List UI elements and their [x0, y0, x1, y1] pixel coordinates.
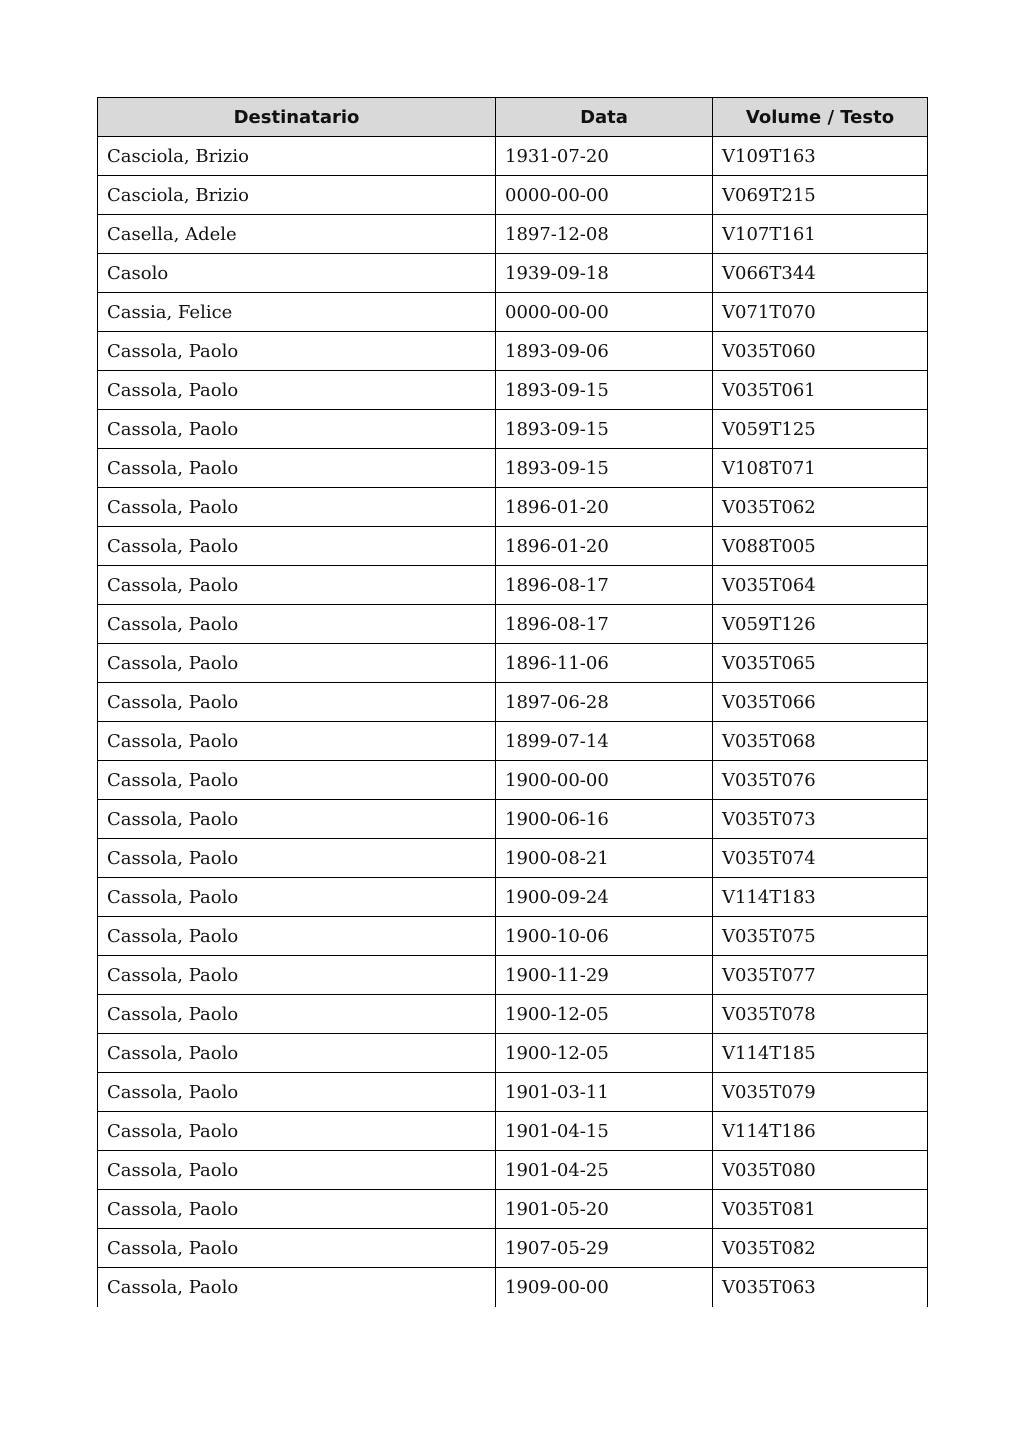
cell-destinatario: Cassola, Paolo: [98, 1112, 496, 1151]
cell-destinatario: Cassola, Paolo: [98, 722, 496, 761]
cell-destinatario: Cassola, Paolo: [98, 449, 496, 488]
header-destinatario: Destinatario: [98, 98, 496, 137]
document-page: [97, 97, 927, 1307]
table-row: [98, 527, 928, 566]
cell-data: 1900-12-05: [496, 1034, 713, 1073]
table-row: [98, 449, 928, 488]
cell-destinatario: Casciola, Brizio: [98, 176, 496, 215]
table-row: [98, 1151, 928, 1190]
table-row: [98, 1112, 928, 1151]
table-row: [98, 254, 928, 293]
table-row: [98, 956, 928, 995]
cell-destinatario: Cassola, Paolo: [98, 566, 496, 605]
cell-data: 1897-06-28: [496, 683, 713, 722]
cell-data: 1896-08-17: [496, 566, 713, 605]
cell-volume-testo: V088T005: [713, 527, 928, 566]
table-row: [98, 332, 928, 371]
cell-data: 1900-09-24: [496, 878, 713, 917]
cell-volume-testo: V035T068: [713, 722, 928, 761]
cell-volume-testo: V114T185: [713, 1034, 928, 1073]
cell-data: 1900-08-21: [496, 839, 713, 878]
cell-destinatario: Cassola, Paolo: [98, 371, 496, 410]
table-row: [98, 878, 928, 917]
cell-data: 1893-09-15: [496, 371, 713, 410]
cell-destinatario: Cassola, Paolo: [98, 644, 496, 683]
cell-volume-testo: V035T081: [713, 1190, 928, 1229]
cell-data: 1901-04-25: [496, 1151, 713, 1190]
cell-volume-testo: V035T079: [713, 1073, 928, 1112]
cell-destinatario: Cassola, Paolo: [98, 1034, 496, 1073]
cell-destinatario: Cassola, Paolo: [98, 878, 496, 917]
cell-data: 1909-00-00: [496, 1268, 713, 1307]
cell-destinatario: Cassola, Paolo: [98, 839, 496, 878]
cell-data: 1896-01-20: [496, 527, 713, 566]
table-row: [98, 137, 928, 176]
table-row: [98, 1034, 928, 1073]
cell-destinatario: Cassola, Paolo: [98, 1151, 496, 1190]
table-row: [98, 1229, 928, 1268]
cell-volume-testo: V109T163: [713, 137, 928, 176]
cell-data: 1901-05-20: [496, 1190, 713, 1229]
table-body: [98, 137, 928, 1307]
cell-volume-testo: V035T062: [713, 488, 928, 527]
cell-data: 1901-03-11: [496, 1073, 713, 1112]
table-row: [98, 683, 928, 722]
cell-volume-testo: V035T065: [713, 644, 928, 683]
cell-destinatario: Cassola, Paolo: [98, 683, 496, 722]
cell-data: 1900-06-16: [496, 800, 713, 839]
cell-volume-testo: V035T064: [713, 566, 928, 605]
cell-data: 1900-12-05: [496, 995, 713, 1034]
header-data: Data: [496, 98, 713, 137]
table-row: [98, 410, 928, 449]
cell-destinatario: Cassola, Paolo: [98, 995, 496, 1034]
letters-table: [97, 97, 928, 1307]
cell-volume-testo: V035T082: [713, 1229, 928, 1268]
cell-data: 1931-07-20: [496, 137, 713, 176]
cell-destinatario: Cassola, Paolo: [98, 1073, 496, 1112]
table-row: [98, 1268, 928, 1307]
cell-destinatario: Cassola, Paolo: [98, 1190, 496, 1229]
cell-data: 1896-08-17: [496, 605, 713, 644]
table-row: [98, 605, 928, 644]
cell-data: 1893-09-15: [496, 449, 713, 488]
cell-volume-testo: V035T075: [713, 917, 928, 956]
table-row: [98, 644, 928, 683]
cell-data: 1893-09-15: [496, 410, 713, 449]
cell-destinatario: Cassola, Paolo: [98, 761, 496, 800]
cell-volume-testo: V035T076: [713, 761, 928, 800]
cell-data: 1897-12-08: [496, 215, 713, 254]
table-row: [98, 1190, 928, 1229]
cell-volume-testo: V114T183: [713, 878, 928, 917]
cell-volume-testo: V035T060: [713, 332, 928, 371]
cell-volume-testo: V114T186: [713, 1112, 928, 1151]
table-row: [98, 371, 928, 410]
table-row: [98, 917, 928, 956]
cell-destinatario: Cassola, Paolo: [98, 410, 496, 449]
cell-data: 0000-00-00: [496, 176, 713, 215]
cell-volume-testo: V059T126: [713, 605, 928, 644]
cell-volume-testo: V107T161: [713, 215, 928, 254]
cell-volume-testo: V035T078: [713, 995, 928, 1034]
cell-destinatario: Cassola, Paolo: [98, 917, 496, 956]
table-row: [98, 488, 928, 527]
table-row: [98, 293, 928, 332]
cell-destinatario: Cassola, Paolo: [98, 1268, 496, 1307]
cell-destinatario: Cassola, Paolo: [98, 332, 496, 371]
cell-volume-testo: V069T215: [713, 176, 928, 215]
table-header-row: [98, 98, 928, 137]
cell-data: 0000-00-00: [496, 293, 713, 332]
cell-data: 1901-04-15: [496, 1112, 713, 1151]
cell-data: 1900-00-00: [496, 761, 713, 800]
cell-volume-testo: V035T066: [713, 683, 928, 722]
cell-volume-testo: V108T071: [713, 449, 928, 488]
cell-destinatario: Cassola, Paolo: [98, 488, 496, 527]
cell-volume-testo: V035T063: [713, 1268, 928, 1307]
cell-destinatario: Cassola, Paolo: [98, 605, 496, 644]
cell-data: 1900-11-29: [496, 956, 713, 995]
cell-destinatario: Cassola, Paolo: [98, 956, 496, 995]
cell-volume-testo: V035T077: [713, 956, 928, 995]
cell-data: 1907-05-29: [496, 1229, 713, 1268]
cell-volume-testo: V035T073: [713, 800, 928, 839]
table-row: [98, 761, 928, 800]
cell-volume-testo: V066T344: [713, 254, 928, 293]
cell-data: 1896-01-20: [496, 488, 713, 527]
cell-volume-testo: V059T125: [713, 410, 928, 449]
table-row: [98, 1073, 928, 1112]
table-row: [98, 176, 928, 215]
cell-destinatario: Casella, Adele: [98, 215, 496, 254]
cell-destinatario: Cassola, Paolo: [98, 800, 496, 839]
table-row: [98, 995, 928, 1034]
table-row: [98, 566, 928, 605]
table-row: [98, 800, 928, 839]
cell-volume-testo: V035T074: [713, 839, 928, 878]
cell-destinatario: Cassola, Paolo: [98, 1229, 496, 1268]
header-volume-testo: Volume / Testo: [713, 98, 928, 137]
table-row: [98, 215, 928, 254]
cell-destinatario: Cassia, Felice: [98, 293, 496, 332]
cell-data: 1900-10-06: [496, 917, 713, 956]
table-row: [98, 839, 928, 878]
table-row: [98, 722, 928, 761]
cell-volume-testo: V035T061: [713, 371, 928, 410]
cell-volume-testo: V071T070: [713, 293, 928, 332]
cell-volume-testo: V035T080: [713, 1151, 928, 1190]
cell-data: 1939-09-18: [496, 254, 713, 293]
cell-data: 1893-09-06: [496, 332, 713, 371]
cell-data: 1899-07-14: [496, 722, 713, 761]
cell-destinatario: Cassola, Paolo: [98, 527, 496, 566]
cell-destinatario: Casciola, Brizio: [98, 137, 496, 176]
cell-data: 1896-11-06: [496, 644, 713, 683]
cell-destinatario: Casolo: [98, 254, 496, 293]
